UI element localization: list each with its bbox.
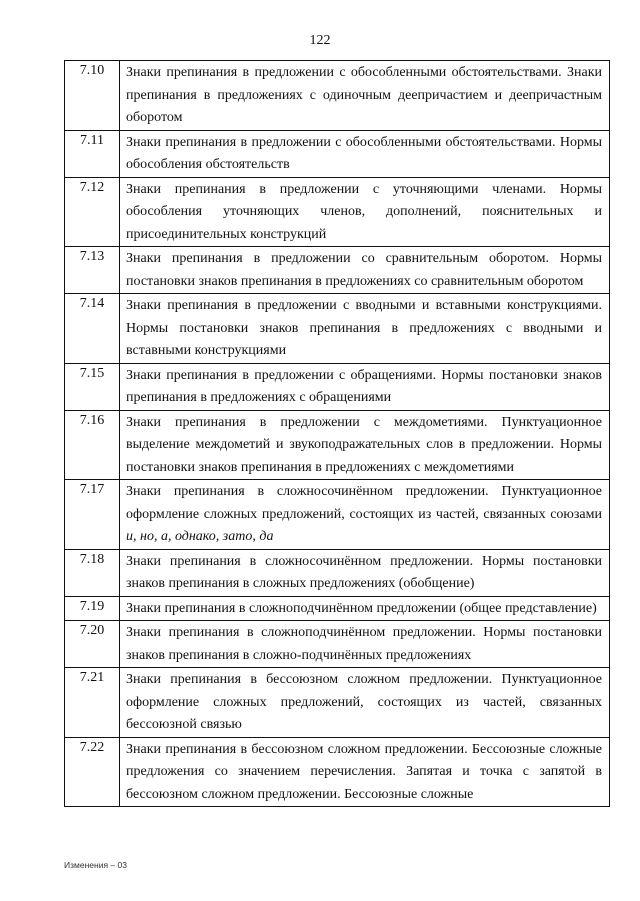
row-description [120, 130, 610, 177]
row-number: 7.22 [65, 737, 120, 807]
row-description [120, 480, 610, 550]
table-row [65, 363, 610, 410]
table-row [65, 480, 610, 550]
table-row [65, 621, 610, 668]
table-row [65, 61, 610, 131]
row-description [120, 294, 610, 364]
table-row [65, 294, 610, 364]
row-number: 7.15 [65, 363, 120, 410]
row-description [120, 61, 610, 131]
row-text: Знаки препинания в бессоюзном сложном предложении. Бессоюзные сложные предложения со значением перечисления. Запятая и точка с запятой в бессоюзном сложном предложении. Бессоюзные сложные [126, 741, 602, 802]
lessons-table [64, 60, 610, 807]
row-description [120, 737, 610, 807]
row-number: 7.13 [65, 247, 120, 294]
row-number: 7.18 [65, 549, 120, 596]
table-row [65, 177, 610, 247]
row-text: Знаки препинания в предложении с междометиями. Пунктуационное выделение междометий и звукоподражательных слов в предложении. Нормы постановки знаков препинания в предложениях с междометиями [126, 414, 602, 475]
row-description [120, 596, 610, 621]
footer-note: Изменения – 03 [64, 860, 127, 870]
table-row [65, 549, 610, 596]
row-text: Знаки препинания в предложении со сравнительным оборотом. Нормы постановки знаков препинания в предложениях со сравнительным оборотом [126, 251, 602, 289]
row-text: Знаки препинания в сложноподчинённом предложении. Нормы постановки знаков препинания в сложно-подчинённых предложениях [126, 625, 602, 663]
page-number: 122 [309, 33, 331, 48]
row-description [120, 668, 610, 738]
row-description [120, 363, 610, 410]
row-text: Знаки препинания в сложносочинённом предложении. Нормы постановки знаков препинания в сложных предложениях (обобщение) [126, 553, 602, 591]
table-row [65, 596, 610, 621]
row-text: Знаки препинания в сложносочинённом предложении. Пунктуационное оформление сложных предложений, состоящих из частей, связанных союзами [126, 484, 602, 522]
row-number: 7.16 [65, 410, 120, 480]
row-number: 7.11 [65, 130, 120, 177]
row-text: Знаки препинания в предложении с вводными и вставными конструкциями. Нормы постановки знаков препинания в предложениях с вводными и вставными конструкциями [126, 298, 602, 358]
row-text: Знаки препинания в предложении с уточняющими членами. Нормы обособления уточняющих членов, дополнений, пояснительных и присоединительных конструкций [126, 181, 602, 242]
row-text-italic: и, но, а, однако, зато, да [126, 529, 274, 544]
row-number: 7.17 [65, 480, 120, 550]
row-text: Знаки препинания в предложении с обособленными обстоятельствами. Знаки препинания в предложениях с одиночным деепричастием и деепричастным оборотом [126, 65, 602, 125]
row-text: Знаки препинания в бессоюзном сложном предложении. Пунктуационное оформление сложных предложений, состоящих из частей, связанных бессоюзной связью [126, 672, 602, 732]
table-row [65, 668, 610, 738]
row-number: 7.12 [65, 177, 120, 247]
row-description [120, 621, 610, 668]
row-description [120, 177, 610, 247]
row-text: Знаки препинания в предложении с обращениями. Нормы постановки знаков препинания в предложениях с обращениями [126, 367, 602, 405]
row-number: 7.14 [65, 294, 120, 364]
row-description [120, 247, 610, 294]
row-text: Знаки препинания в сложноподчинённом предложении (общее представление) [126, 600, 597, 616]
table-row [65, 130, 610, 177]
table-row [65, 247, 610, 294]
table-row [65, 410, 610, 480]
row-number: 7.10 [65, 61, 120, 131]
row-text: Знаки препинания в предложении с обособленными обстоятельствами. Нормы обособления обстоятельств [126, 134, 602, 172]
row-description [120, 549, 610, 596]
row-number: 7.19 [65, 596, 120, 621]
row-number: 7.20 [65, 621, 120, 668]
row-description [120, 410, 610, 480]
row-number: 7.21 [65, 668, 120, 738]
table-row [65, 737, 610, 807]
